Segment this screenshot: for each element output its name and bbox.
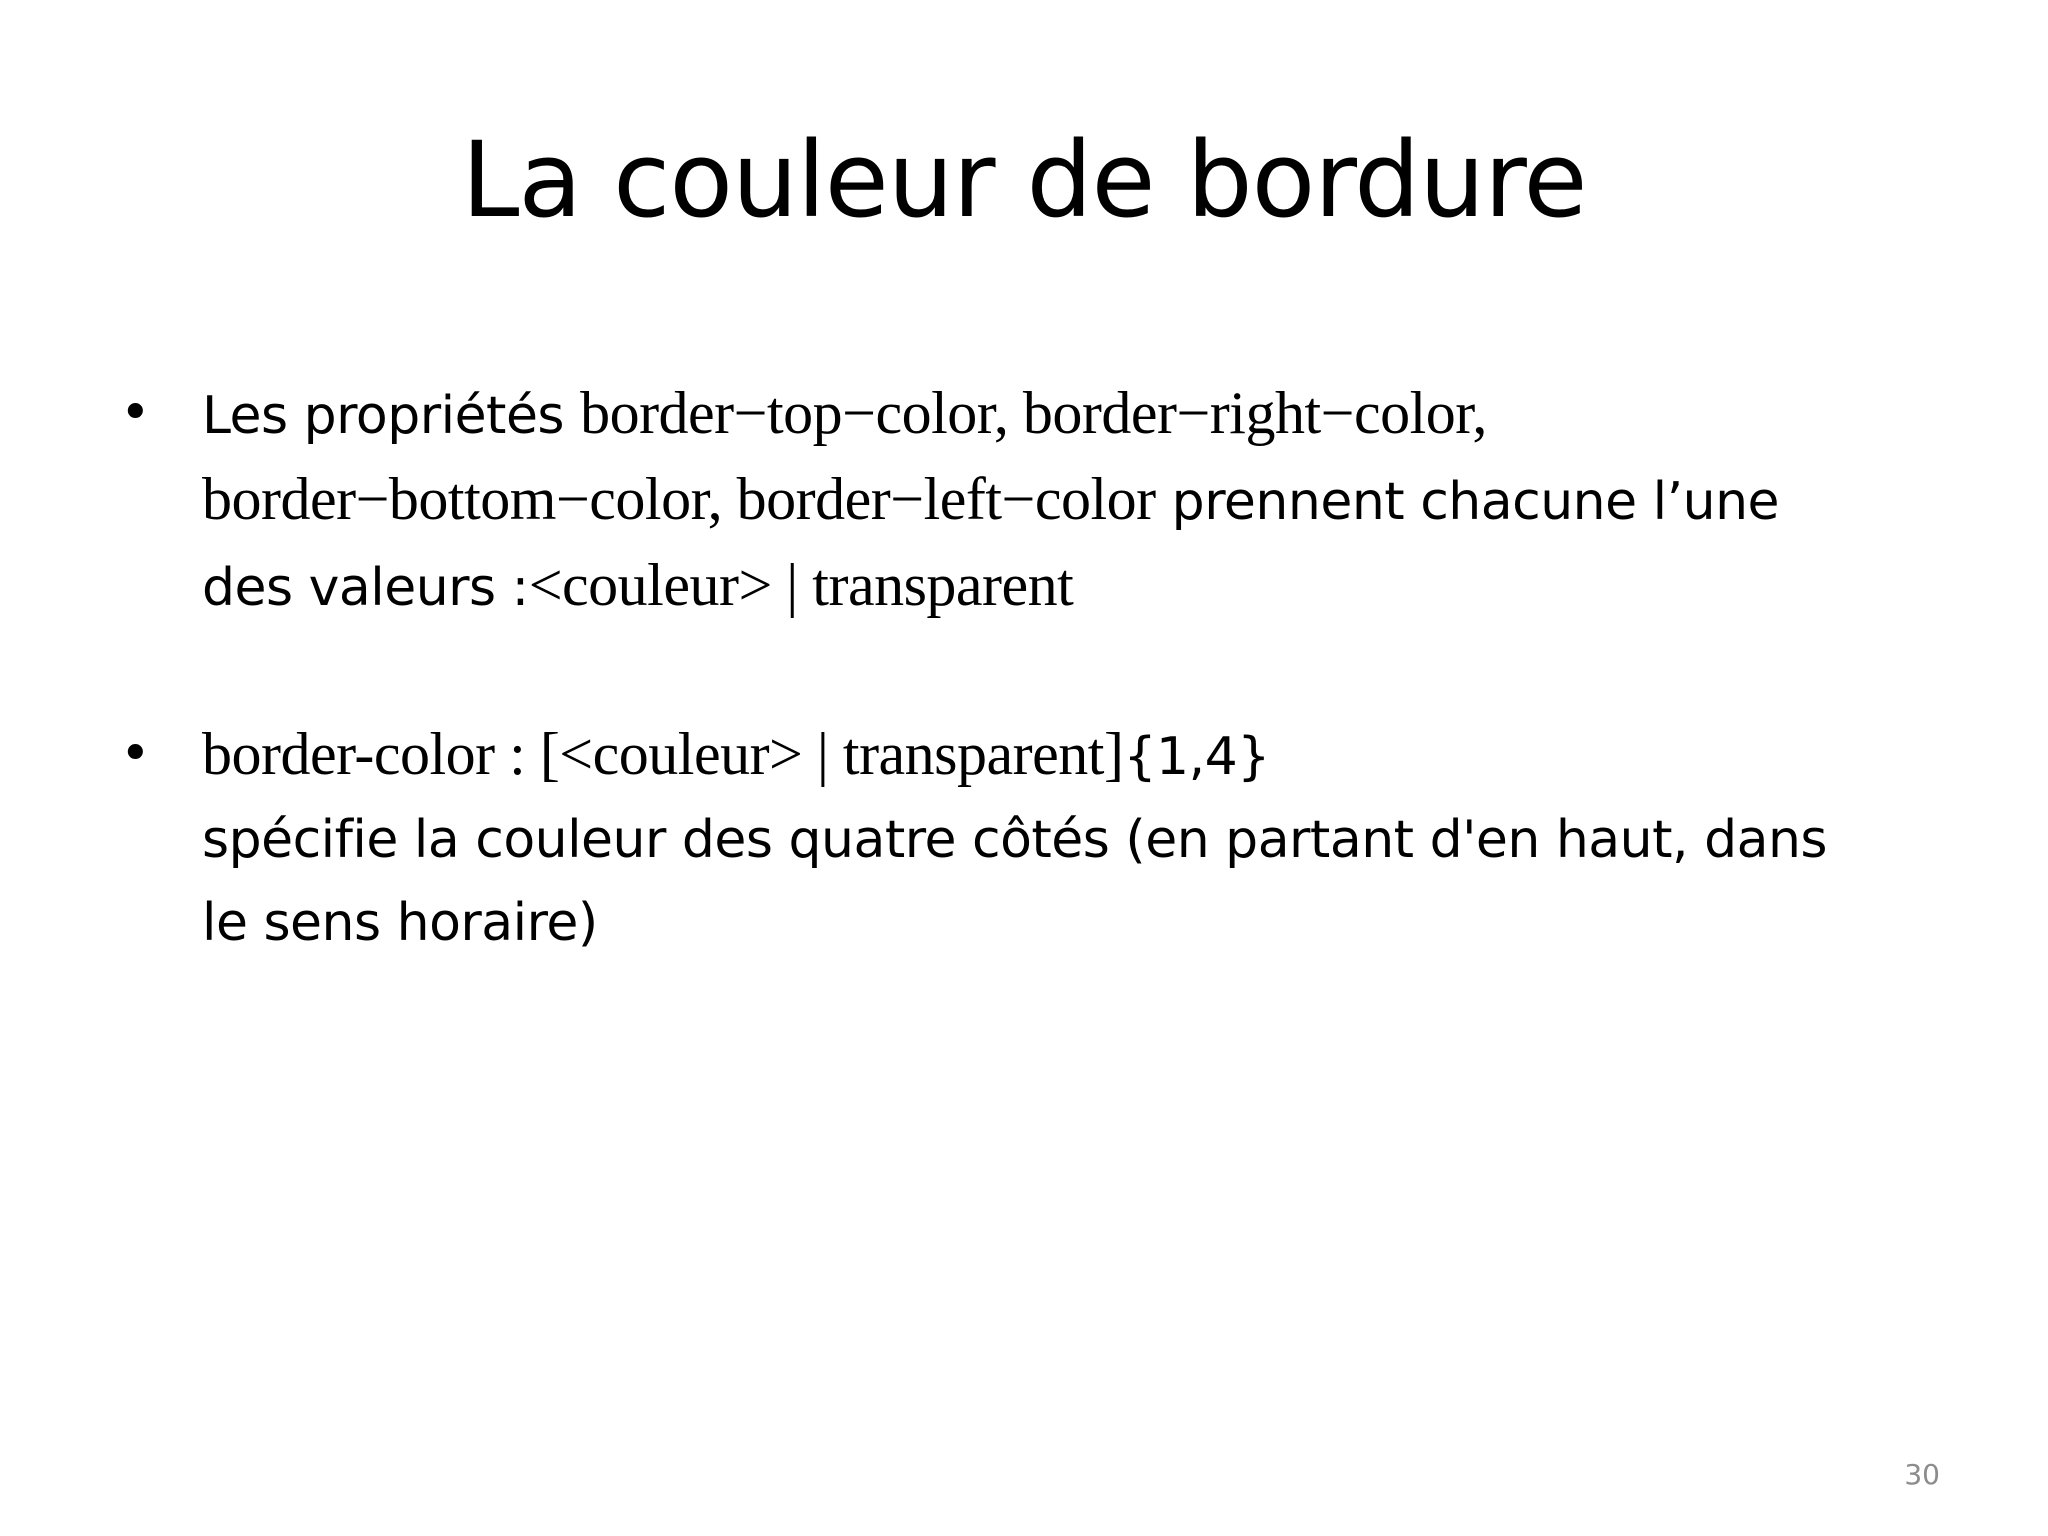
bullet-code-text: border−bottom−color, border−left−color: [202, 466, 1156, 532]
bullet-item-border-color: [120, 713, 2010, 965]
bullet-list: [120, 372, 2010, 965]
bullet-text: spécifie la couleur des quatre côtés (en partant d'en haut, dans: [202, 810, 1827, 870]
bullet-text: Les propriétés: [202, 386, 581, 446]
bullet-line: [202, 372, 2010, 458]
bullet-line: [202, 882, 2010, 965]
page-number: 30: [1904, 1458, 1940, 1491]
bullet-item-border-side-colors: [120, 372, 2010, 630]
bullet-code-text: border−top−color, border−right−color,: [580, 380, 1487, 446]
bullet-icon: •: [120, 383, 151, 443]
bullet-text: prennent chacune l’une: [1155, 472, 1780, 532]
bullet-line: [202, 799, 2010, 882]
bullet-line: [202, 458, 2010, 544]
bullet-line: [202, 713, 2010, 799]
bullet-code-text: <couleur> | transparent: [528, 552, 1074, 618]
bullet-icon: •: [120, 724, 151, 784]
bullet-text: le sens horaire): [202, 893, 598, 953]
bullet-line: [202, 544, 2010, 630]
slide-title: La couleur de bordure: [461, 119, 1587, 241]
bullet-text: {1,4}: [1123, 727, 1270, 787]
bullet-text: des valeurs :: [202, 558, 529, 618]
bullet-code-text: border-color : [<couleur> | transparent]: [202, 721, 1124, 787]
